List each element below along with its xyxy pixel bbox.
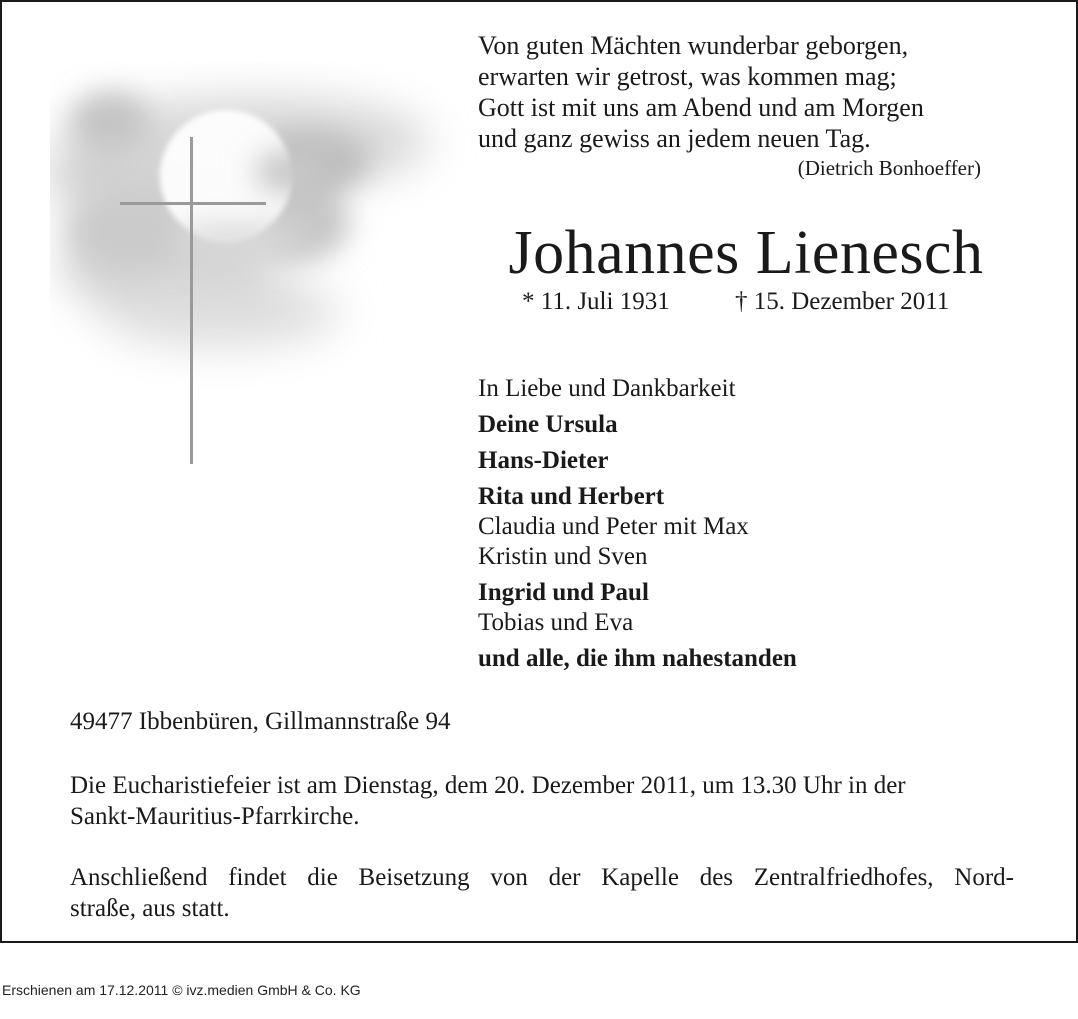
poem-verse	[478, 30, 998, 154]
publisher-note: Erschienen am 17.12.2011 © ivz.medien GmbH & Co. KG	[2, 982, 361, 998]
poem-line: Von guten Mächten wunderbar geborgen,	[478, 31, 909, 60]
mourner-entry: Hans-Dieter	[478, 447, 609, 474]
service-line: Sankt-Mauritius-Pfarrkirche.	[70, 803, 360, 830]
mourners-intro: In Liebe und Dankbarkeit	[478, 375, 736, 402]
service-info	[70, 770, 1014, 832]
burial-info	[70, 862, 1014, 924]
mourner-entry: Ingrid und Paul	[478, 579, 649, 606]
mourner-entry: Deine Ursula	[478, 411, 618, 438]
poem-line: und ganz gewiss an jedem neuen Tag.	[478, 124, 871, 153]
burial-line: Anschließend findet die Beisetzung von der Kapelle des Zentralfriedhofes, Nord-	[70, 864, 1014, 891]
birth-date: * 11. Juli 1931	[522, 288, 670, 315]
poem-author: (Dietrich Bonhoeffer)	[797, 156, 981, 180]
burial-line: straße, aus statt.	[70, 895, 230, 922]
mourners-list	[478, 374, 1038, 674]
cross-with-moon-and-clouds-icon	[50, 62, 480, 482]
mourner-entry: Claudia und Peter mit Max	[478, 513, 749, 540]
poem-line: Gott ist mit uns am Abend und am Morgen	[478, 93, 924, 122]
death-date: † 15. Dezember 2011	[735, 288, 950, 315]
poem-line: erwarten wir getrost, was kommen mag;	[478, 62, 897, 91]
mourner-entry: Kristin und Sven	[478, 543, 648, 570]
service-line: Die Eucharistiefeier ist am Dienstag, dem 20. Dezember 2011, um 13.30 Uhr in der	[70, 772, 906, 799]
mourner-entry: und alle, die ihm nahestanden	[478, 645, 797, 672]
family-address: 49477 Ibbenbüren, Gillmannstraße 94	[70, 708, 451, 735]
mourner-entry: Rita und Herbert	[478, 483, 665, 510]
deceased-name: Johannes Lienesch	[508, 219, 984, 287]
mourner-entry: Tobias und Eva	[478, 609, 634, 636]
